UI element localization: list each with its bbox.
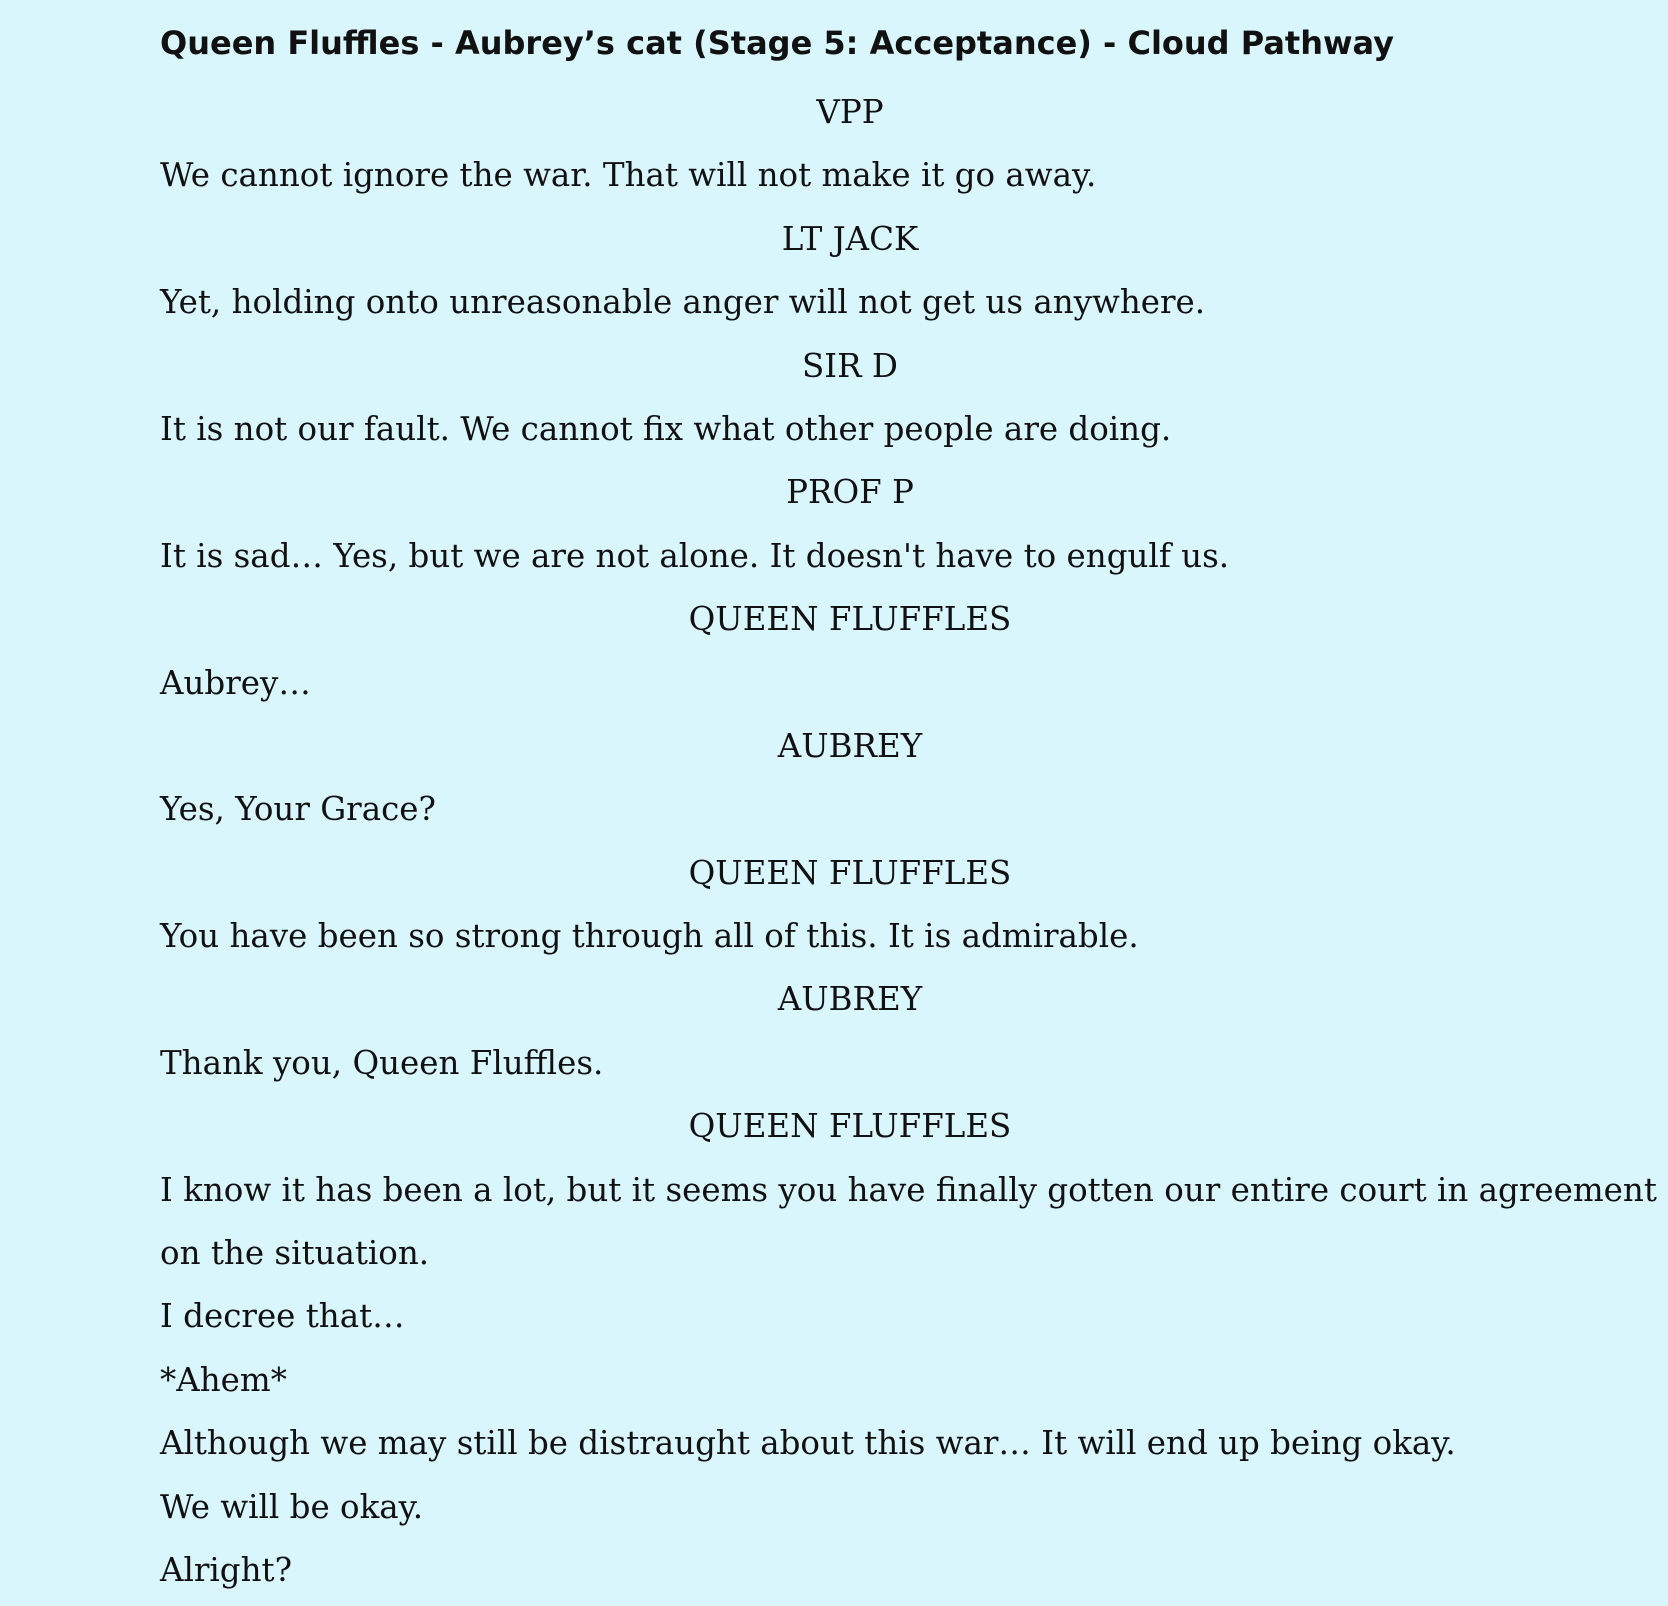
speaker-name: SIR D bbox=[802, 346, 898, 385]
speaker-name: QUEEN FLUFFLES bbox=[688, 1107, 1012, 1146]
speaker-name: VPP bbox=[816, 93, 884, 131]
dialogue-line: We cannot ignore the war. That will not make it go away. bbox=[160, 156, 1097, 195]
dialogue-line: You have been so strong through all of this. It is admirable. bbox=[160, 917, 1139, 956]
speaker-name: AUBREY bbox=[777, 726, 923, 765]
script-body bbox=[160, 81, 1657, 1602]
dialogue-line: Yet, holding onto unreasonable anger will not get us anywhere. bbox=[160, 283, 1206, 322]
dialogue-line: It is not our fault. We cannot fix what other people are doing. bbox=[160, 409, 1172, 448]
speaker-name: QUEEN FLUFFLES bbox=[688, 600, 1012, 639]
dialogue-line: It is sad… Yes, but we are not alone. It doesn't have to engulf us. bbox=[160, 536, 1230, 575]
scene-title: Queen Fluffles - Aubrey’s cat (Stage 5: Acceptance) - Cloud Pathway bbox=[160, 24, 1395, 62]
dialogue-line: I know it has been a lot, but it seems you have finally gotten our entire court in agreement bbox=[160, 1170, 1657, 1209]
speaker-name: LT JACK bbox=[781, 219, 919, 258]
dialogue-line: Yes, Your Grace? bbox=[160, 790, 436, 829]
dialogue-line: Thank you, Queen Fluffles. bbox=[160, 1043, 604, 1082]
dialogue-line: I decree that… bbox=[160, 1297, 405, 1336]
dialogue-line: Alright? bbox=[160, 1550, 293, 1589]
dialogue-line: We will be okay. bbox=[160, 1487, 424, 1526]
speaker-name: QUEEN FLUFFLES bbox=[688, 853, 1012, 892]
dialogue-line: on the situation. bbox=[160, 1234, 430, 1273]
dialogue-line: Aubrey… bbox=[160, 663, 311, 702]
speaker-name: AUBREY bbox=[777, 980, 923, 1019]
speaker-name: PROF P bbox=[786, 473, 914, 512]
dialogue-line: *Ahem* bbox=[160, 1360, 287, 1399]
dialogue-line: Although we may still be distraught about this war… It will end up being okay. bbox=[160, 1424, 1456, 1463]
